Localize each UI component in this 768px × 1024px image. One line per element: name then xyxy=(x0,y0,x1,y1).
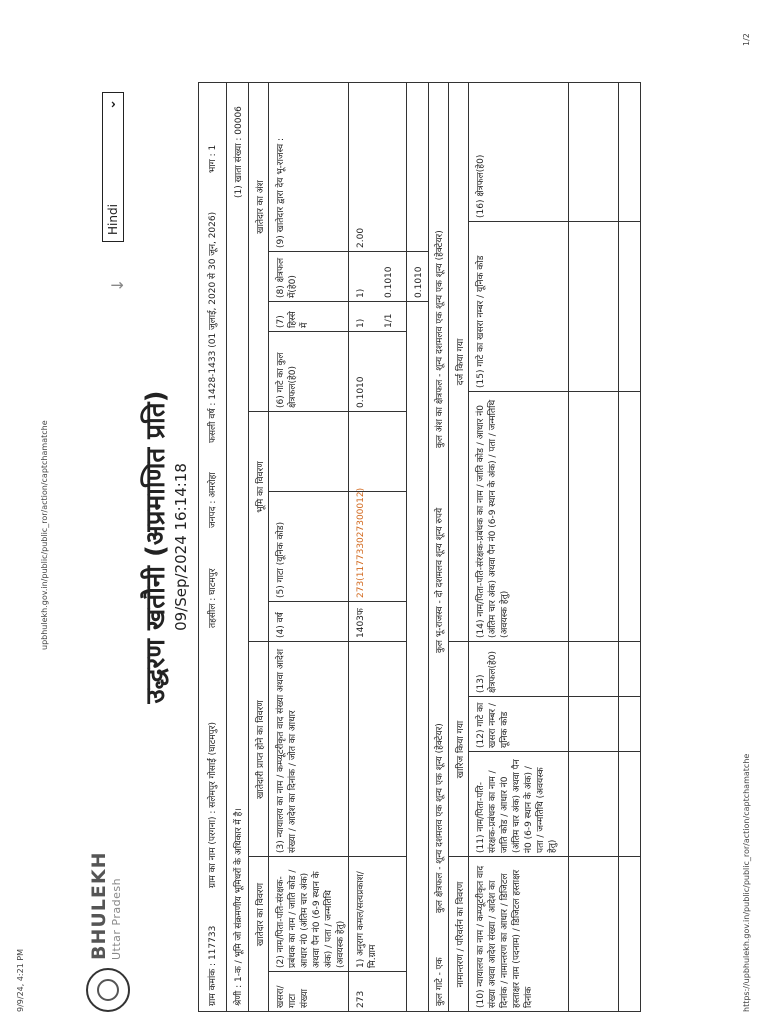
header-court: (3) न्यायालय का नाम / कम्प्यूटरीकृत वाद संख्या अथवा आदेश संख्या / आदेश का दिनांक / जोत का आधार xyxy=(276,649,298,853)
total-gata: कुल गाटे - एक xyxy=(435,957,445,1006)
gram-code: ग्राम कमांक : 117733 xyxy=(208,925,218,1006)
header-gata: (5) गाटा (यूनिक कोड) xyxy=(276,521,286,598)
row-share: 1/1 xyxy=(384,313,394,328)
chevron-down-icon: ⌄ xyxy=(104,99,119,110)
header-share: (7) हिस्से में xyxy=(276,311,310,328)
row-share-no: 1) xyxy=(356,318,366,328)
khatauni-table xyxy=(80,82,680,1012)
bhag: भाग : 1 xyxy=(208,144,218,173)
total-ansh: कुल अंश का क्षेत्रफल - शून्य दशमलव एक शून्य एक शून्य (हेक्टेयर) xyxy=(435,230,445,448)
print-url-top: upbhulekh.gov.in/public/public_ror/action/captchamatche xyxy=(40,420,49,650)
header-total-area: (6) गाटे का कुल क्षेत्रफल(हे0) xyxy=(276,352,298,408)
header-darj-gata: (15) गाटे का खसरा नम्बर / यूनिक कोड xyxy=(476,255,486,388)
document-datetime: 09/Sep/2024 16:14:18 xyxy=(172,463,190,631)
janpad: जनपद : अमरोहा xyxy=(208,472,218,528)
row-khasra: 273 xyxy=(356,990,366,1008)
brand-name: BHULEKH xyxy=(88,851,110,960)
gram-name: ग्राम का नाम (परगना) : सलेमपुर गोसाईं (घाटमपुर) xyxy=(208,722,218,888)
header-namantaran: (10) न्यायालय का नाम / कम्प्यूटरीकृत वाद संख्या अथवा आदेश संख्या / आदेश का दिनांक / नामान्तरण का आधार / डिजिटल हस्ताक्षर नाम (पदनाम) / डिजिटल हस्ताक्षर दिनांक xyxy=(476,865,534,1008)
row-area-share-no: 1) xyxy=(356,288,366,298)
header-khasra: खसरा/ गाटा संख्या xyxy=(276,985,310,1008)
khatauni-page xyxy=(80,82,680,1012)
section-adhikar: खातेदारी प्राप्त होने का विवरण xyxy=(256,700,266,799)
header-name: (2) नाम/पिता-पति-संरक्षक-प्रबंधक का नाम / जाति कोड / आधार नं0 (अंतिम चार अंक) अथवा पैन नं0 (6-9 स्थान के अंक) / पता / जन्मतिथि (अवयस्क हेतु) xyxy=(276,869,346,968)
row-name: 1) अनुराग कमल/सत्यप्रकाश/ मि.ग्राम xyxy=(356,871,378,968)
section-kharij: खारिज किया गया xyxy=(456,720,466,779)
section-darj: दर्ज किया गया xyxy=(456,338,466,386)
total-area-share: 0.1010 xyxy=(414,266,424,298)
section-khatedar: खातेदार का विवरण xyxy=(256,882,266,947)
header-revenue: (9) खातेदार द्वारा देय भू-राजस्व : xyxy=(276,138,286,248)
section-namantaran: नामान्तरण / परिवर्तन का विवरण xyxy=(456,881,466,988)
header-area-share: (8) क्षेत्रफल में(हे0) xyxy=(276,257,298,298)
header-darj-name: (14) नाम/पिता-पति-संरक्षक-प्रबंधक का नाम / जाति कोड / आधार नं0 (अंतिम चार अंक) अथवा पैन नं0 (6-9 स्थान के अंक) / पता / जन्मतिथि (अवयस्क हेतु) xyxy=(476,399,510,638)
print-url-bottom: https://upbhulekh.gov.in/public/public_ror/action/captchamatche xyxy=(742,753,751,1012)
down-arrow-icon: ↓ xyxy=(108,278,127,292)
language-value: Hindi xyxy=(106,204,120,235)
header-kharij-gata: (12) गाटे का खसरा नम्बर / यूनिक कोड xyxy=(476,702,510,748)
khata-number: (1) खाता संख्या : 00006 xyxy=(234,106,244,198)
total-kshetrafal: कुल क्षेत्रफल - शून्य दशमलव एक शून्य एक शून्य (हेक्टेयर) xyxy=(435,723,445,913)
row-total-area: 0.1010 xyxy=(356,376,366,408)
section-khatedar-ansh: खातेदार का अंश xyxy=(256,180,266,234)
row-revenue: 2.00 xyxy=(356,227,366,248)
print-page-count: 1/2 xyxy=(742,33,751,46)
brand-sub: Uttar Pradesh xyxy=(110,877,123,960)
category: श्रेणी : 1-क / भूमि जो संक्रमणीय भूमिधरों के अधिकार में है। xyxy=(234,808,244,1006)
page-title: उद्धरण खतौनी (अप्रमाणित प्रति) xyxy=(141,390,171,704)
section-bhumi: भूमि का विवरण xyxy=(256,461,266,513)
header-year: (4) वर्ष xyxy=(276,612,286,638)
header-darj-area: (16) क्षेत्रफल(हे0) xyxy=(476,154,486,218)
total-revenue: कुल भू-राजस्व - दो दशमलव शून्य शून्य रुपये xyxy=(435,507,445,653)
header-kharij-name: (11) नाम/पिता-पति-संरक्षक-प्रबंधक का नाम / जाति कोड / आधार नं0 (अंतिम चार अंक) अथवा पैन नं0 (6-9 स्थान के अंक) / पता / जन्मतिथि (अवयस्क हेतु) xyxy=(476,759,558,853)
row-year: 1403फ xyxy=(356,608,366,638)
tehsil: तहसील : घाटमपुर xyxy=(208,568,218,628)
row-gata-link[interactable]: 273(117733027300012) xyxy=(356,487,366,598)
print-timestamp: 9/9/24, 4:21 PM xyxy=(16,948,25,1012)
fasli-year: फसली वर्ष : 1428-1433 (01 जुलाई, 2020 से 30 जून, 2026) xyxy=(208,211,218,443)
row-area-share: 0.1010 xyxy=(384,266,394,298)
header-kharij-area: (13) क्षेत्रफल(हे0) xyxy=(476,651,498,693)
